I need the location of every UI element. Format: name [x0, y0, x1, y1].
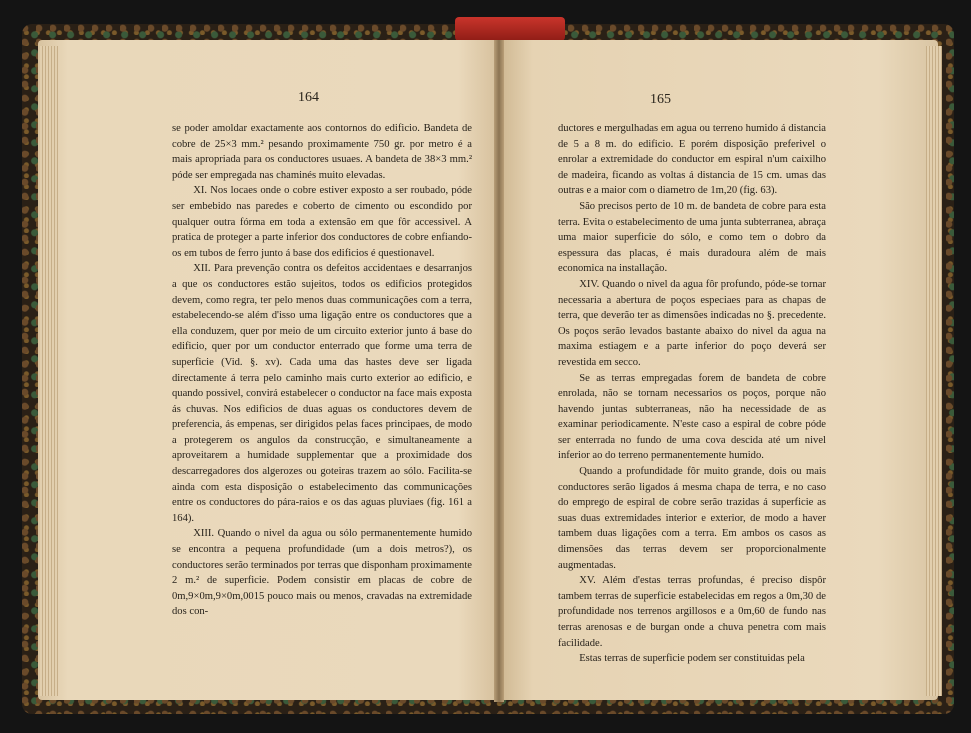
paragraph: XIV. Quando o nivel da agua fôr profundo, póde-se tornar necessaria a abertura de poços especiaes para as chapas de terra, que deverão ter as dimensões indicadas no §. precedente. Os poços serão levados bastante abaixo do nivel da agua na maxima estiagem e a parte inferior do poço deverá ser revestida em secco.: [558, 278, 826, 368]
paragraph: Quando a profundidade fôr muito grande, dois ou mais conductores serão ligados á mesma chapa de terra, e no caso do emprego de espiral de cobre serão trazidas á superficie as suas duas extremidades interior e exterior, de modo a haver tambem duas ligações com a terra. Em ambos os casos as dimensões das terras devem ser proporcionalmente augmentadas.: [558, 466, 826, 571]
left-page: [38, 40, 498, 700]
paragraph: ductores e mergulhadas em agua ou terreno humido á distancia de 5 a 8 m. do edificio. E porém disposição preferivel o enrolar a extremidade do conductor em espiral n'um caixilho de madeira, ficando as voltas á distancia de 15 cm. umas das outras e a maior com o diametro de 1m,20 (fig. 63).: [558, 123, 826, 197]
page-number-left: 164: [298, 90, 319, 105]
right-page: [498, 40, 938, 700]
paragraph: XV. Além d'estas terras profundas, é preciso dispôr tambem terras de superficie estabelecidas em regos a 0m,30 de profundidade nos terrenos argillosos e a 0m,60 de fundo nas terras arenosas e de burgan onde a chuva penetra com mais facilidade.: [558, 575, 826, 649]
left-page-text: [172, 121, 472, 620]
bookmark-ribbon: [455, 17, 565, 41]
page-edges-right: [926, 46, 942, 696]
paragraph: se poder amoldar exactamente aos contornos do edificio. Bandeta de cobre de 25×3 mm.² pesando proximamente 750 gr. por metro é a mais apropriada para os conductores usuaes. A bandeta de 38×3 mm.² póde ser empregada nas chaminés muito elevadas.: [172, 123, 472, 181]
book-gutter: [494, 40, 504, 702]
paragraph: XIII. Quando o nivel da agua ou sólo permanentemente humido se encontra a pequena profundidade (um a dois metros?), os conductores serão terminados por terras que disponham proximamente 2 m.² de superficie. Podem consistir em placas de cobre de 0m,9×0m,9×0m,0015 pouco mais ou menos, cravadas na extremidade dos con-: [172, 528, 472, 618]
paragraph: São precisos perto de 10 m. de bandeta de cobre para esta terra. Evita o estabelecimento de uma junta subterranea, abraça uma maior superficie do sólo, e como tem o dobro da espessura das placas, é mais duradoura além de mais economica na installação.: [558, 200, 826, 275]
paragraph: Estas terras de superficie podem ser constituidas pela: [579, 653, 805, 665]
paragraph: XI. Nos locaes onde o cobre estiver exposto a ser roubado, póde ser embebido nas paredes e coberto de cimento ou escondido por qualquer outra fórma em toda a extensão em que fôr accessivel. A pratica de proteger a parte inferior dos conductores de cobre enfiando-os em tubos de ferro junto á base dos edificios é questionavel.: [172, 185, 472, 259]
paragraph: XII. Para prevenção contra os defeitos accidentaes e desarranjos a que os conductores estão sujeitos, todos os edificios protegidos devem, como regra, ter pelo menos duas communicações com a terra, estabelecendo-se além d'isso uma ligação entre os conductores que a ella conduzem, quer por meio de um circuito exterior junto á base do edificio, quer por um conductor enterrado que forme uma terra de superficie (Vid. §. xv). Cada uma das hastes deve ser ligada directamente á terra pelo caminho mais curto exterior ao edificio, e quando possivel, convirá estabelecer o conductor na face mais exposta ás chuvas. Nos edificios de duas aguas os conductores devem de preferencia, ás empenas, ser dirigidos pelas faces principaes, de modo a protegerem os angulos da construcção, e simultaneamente a aproveitarem a humidade supplementar que a proximidade dos descarregadores dos algerozes ou goteiras trazem ao sólo. Facilita-se ainda com esta disposição o estabelecimento das communicações entre os conductores do pára-raios e os das aguas pluviaes (fig. 161 a 164).: [172, 263, 472, 524]
page-number-right: 165: [650, 92, 671, 107]
right-page-text: [558, 121, 826, 667]
paragraph: Se as terras empregadas forem de bandeta de cobre enrolada, não se tornam necessarios os poços, porque não havendo juntas subterraneas, não ha necessidade de as examinar periodicamente. N'este caso a espiral de cobre póde ser enterrada no fundo de uma cova descida até um nivel inferior ao do terreno permanentemente humido.: [558, 372, 826, 462]
page-edges-left: [40, 46, 58, 696]
